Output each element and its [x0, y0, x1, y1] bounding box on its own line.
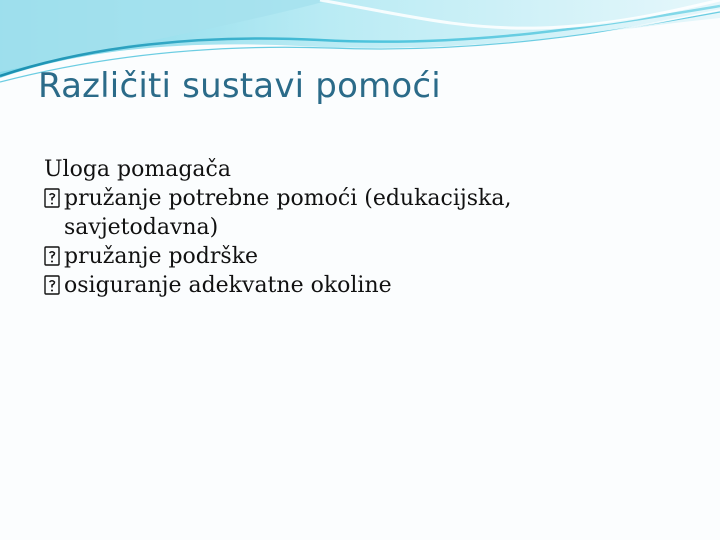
bullet-text: osiguranje adekvatne okoline: [64, 273, 392, 298]
bullet-text: pružanje potrebne pomoći (edukacijska, savjetodavna): [64, 186, 512, 240]
bullet-text: pružanje podrške: [64, 244, 259, 269]
missing-glyph-icon: [44, 188, 60, 208]
bullet-item: [44, 184, 664, 242]
bullet-item: [44, 242, 664, 271]
missing-glyph-icon: [44, 246, 60, 266]
slide-title: Različiti sustavi pomoći: [38, 66, 441, 106]
missing-glyph-icon: [44, 275, 60, 295]
body-heading: Uloga pomagača: [44, 157, 231, 182]
bullet-item: [44, 271, 664, 300]
slide-body: [44, 155, 664, 300]
